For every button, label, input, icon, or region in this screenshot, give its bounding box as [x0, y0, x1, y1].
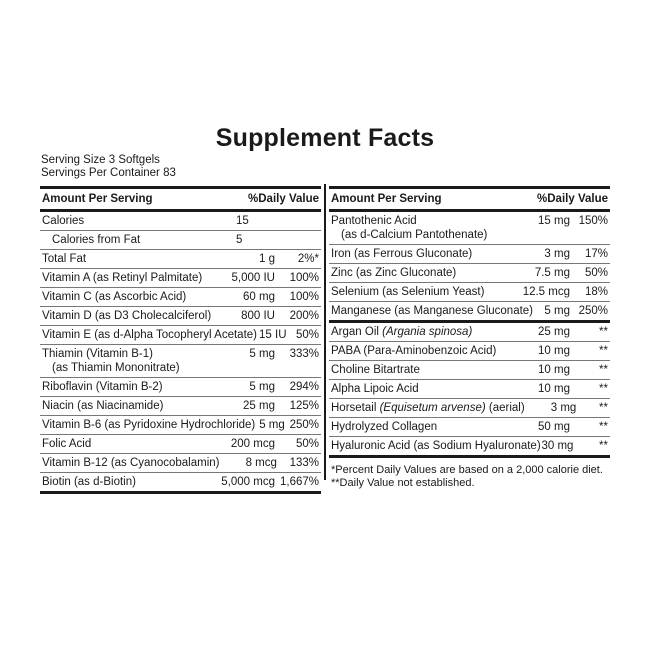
right-column	[329, 186, 610, 490]
table-row: Horsetail (Equisetum arvense) (aerial) 3 mg **	[329, 399, 610, 418]
table-row: Choline Bitartrate 10 mg **	[329, 361, 610, 380]
right-rows	[329, 212, 610, 320]
left-column	[40, 186, 321, 494]
footnote-daily-values: *Percent Daily Values are based on a 2,000 calorie diet.	[331, 464, 603, 476]
table-row: Thiamin (Vitamin B-1) (as Thiamin Mononitrate) 5 mg 333%	[40, 345, 321, 378]
table-row: Vitamin C (as Ascorbic Acid) 60 mg 100%	[40, 288, 321, 307]
footnotes	[329, 464, 610, 490]
serving-size: Serving Size 3 Softgels	[41, 154, 160, 166]
left-rows	[40, 212, 321, 491]
table-row: Pantothenic Acid (as d-Calcium Pantothenate) 15 mg 150%	[329, 212, 610, 245]
header-amount-per-serving: Amount Per Serving	[42, 193, 153, 205]
right-rows-2	[329, 323, 610, 455]
serving-info	[41, 154, 176, 180]
table-row: PABA (Para-Aminobenzoic Acid) 10 mg **	[329, 342, 610, 361]
table-row: Vitamin E (as d-Alpha Tocopheryl Acetate) 15 IU 50%	[40, 326, 321, 345]
column-divider	[324, 184, 326, 480]
table-row: Riboflavin (Vitamin B-2) 5 mg 294%	[40, 378, 321, 397]
left-header	[40, 189, 321, 209]
table-row: Hyaluronic Acid (as Sodium Hyaluronate) 30 mg **	[331, 440, 608, 452]
footnote-not-established: **Daily Value not established.	[331, 477, 475, 489]
bottom-rule	[329, 455, 610, 458]
table-row: Hydrolyzed Collagen 50 mg **	[329, 418, 610, 437]
table-row: Vitamin A (as Retinyl Palmitate) 5,000 IU 100%	[40, 269, 321, 288]
table-row: Folic Acid 200 mcg 50%	[40, 435, 321, 454]
servings-per-container: Servings Per Container 83	[41, 167, 176, 179]
table-row: Manganese (as Manganese Gluconate) 5 mg 250%	[331, 305, 608, 317]
table-row: Calories from Fat 5	[40, 231, 321, 250]
table-row: Vitamin B-6 (as Pyridoxine Hydrochloride) 5 mg 250%	[40, 416, 321, 435]
table-row: Vitamin D (as D3 Cholecalciferol) 800 IU 200%	[40, 307, 321, 326]
table-row: Total Fat 1 g 2%*	[40, 250, 321, 269]
bottom-rule	[40, 491, 321, 494]
table-row: Alpha Lipoic Acid 10 mg **	[329, 380, 610, 399]
table-row: Zinc (as Zinc Gluconate) 7.5 mg 50%	[329, 264, 610, 283]
table-row: Niacin (as Niacinamide) 25 mg 125%	[40, 397, 321, 416]
table-row: Biotin (as d-Biotin) 5,000 mcg 1,667%	[42, 476, 319, 488]
page-title: Supplement Facts	[215, 124, 435, 152]
table-row: Argan Oil (Argania spinosa) 25 mg **	[329, 323, 610, 342]
table-row: Iron (as Ferrous Gluconate) 3 mg 17%	[329, 245, 610, 264]
header-amount-per-serving: Amount Per Serving	[331, 193, 442, 205]
header-daily-value: %Daily Value	[537, 193, 608, 205]
table-row: Selenium (as Selenium Yeast) 12.5 mcg 18%	[329, 283, 610, 302]
right-header	[329, 189, 610, 209]
table-row: Vitamin B-12 (as Cyanocobalamin) 8 mcg 133%	[40, 454, 321, 473]
table-row: Calories 15	[40, 212, 321, 231]
header-daily-value: %Daily Value	[248, 193, 319, 205]
